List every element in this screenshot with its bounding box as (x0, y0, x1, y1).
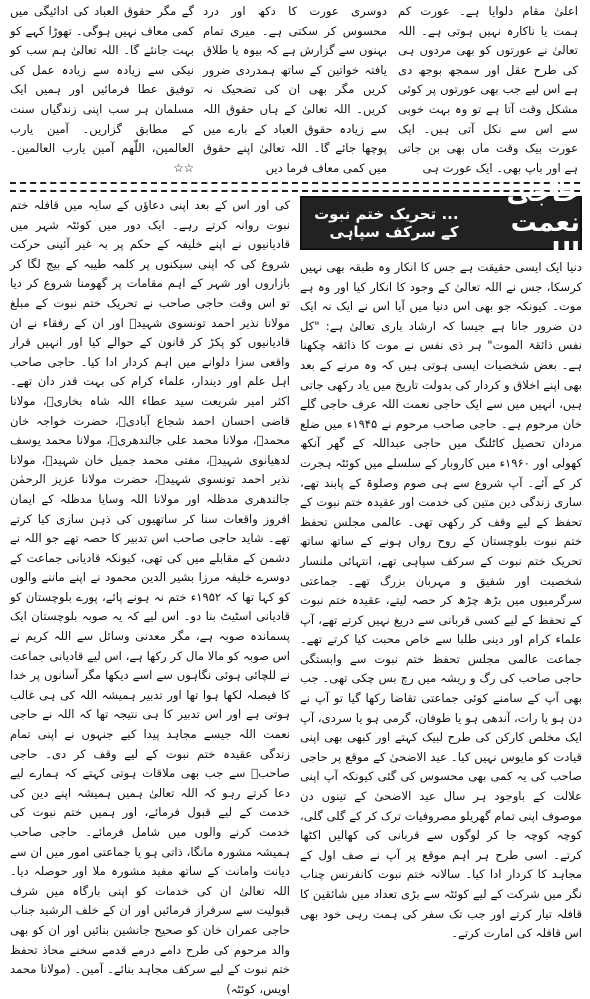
top-column-right: اعلیٰ مقام دلوایا ہے۔ عورت کم ہمت یا ناکارہ نہیں ہوتی ہے۔ اللہ تعالیٰ نے عورتوں کو بھی مردوں ہی کی طرح عقل اور سمجھ بوجھ دی ہے اس لیے جب بھی عورتوں پر کوئی مشکل وقت آتا ہے تو وہ بہت خوبی سے اس سے نکل آتی ہیں۔ ایک عورت بیک وقت ماں بھی بن جاتی ہے اور باپ بھی۔ ایک عورت ہی (398, 4, 578, 175)
article-title-subtitle: ... تحریک ختم نبوت کے سرکف سپاہی (314, 205, 459, 241)
article-column-left: کی اور اس کے بعد اپنی دعاؤں کے سایہ میں قافلہ ختم نبوت روانہ کرتے رہے۔ ایک دور میں کوئٹہ شہر میں قادیانیوں نے اپنے خلیفہ کے حکم پر بہ غیر آئینی حرکت شروع کی کہ اپنی سیکنوں پر کلمہ طیبہ کے بیج لگا کر بازاروں اور شہر کے اہم مقامات پر گھومنا شروع کر دیا تو اس وقت حاجی صاحب نے تحریک ختم نبوت کے مبلغ مولانا نذیر احمد تونسوی شہیدؒ اور ان کے رفقاء نے ان قادیانیوں کو پکڑ کر قانون کے حوالے کیا اور انہیں قرار واقعی سزا دلوانے میں اہم کردار ادا کیا۔ حاجی صاحب اہل علم اور دیندار، علماء کرام کی بہت قدر دان تھے۔ اکثر امیر شریعت سید عطاء اللہ شاہ بخاریؒ، مولانا قاضی احسان احمد شجاع آبادیؒ، حضرت خواجہ خان محمدؒ، مولانا محمد علی جالندھریؒ، مولانا محمد یوسف لدھیانوی شہیدؒ، مفتی محمد جمیل خان شہیدؒ، مولانا نذیر احمد تونسوی شہیدؒ، حضرت مولانا عزیز الرحمٰن جالندھری مدظلہ اور مولانا اللہ وسایا مدظلہ کے ایمان افروز واقعات سنا کر ساتھیوں کی ذہن سازی کیا کرتے تھے۔ شاید حاجی صاحب اس تدبیر کا حصہ تھے جو اللہ نے دشمن کے مقابلے میں کی تھی، کیونکہ قادیانی جماعت کے دوسرے خلیفہ مرزا بشیر الدین محمود نے اپنے ماننے والوں کو کہا تھا کہ ۱۹۵۲ء ختم نہ ہونے پائے، پورے بلوچستان کو قادیانی اسٹیٹ بنا دو۔ اس لیے کہ یہ صوبہ بلوچستان ایک پسماندہ صوبہ ہے، مگر معدنی وسائل سے اللہ کریم نے اس صوبہ کو مالا مال کر رکھا ہے، اس لیے قادیانی جماعت نے للچائی ہوئی نگاہوں سے اسے دیکھا مگر آسانوں پر خدا کا فیصلہ لکھا ہوا تھا اور تدبیر ہمیشہ اللہ کی ہی غالب ہوتی ہے اور اس تدبیر کا ہی نتیجہ تھا کہ اللہ نے حاجی نعمت اللہ جیسے مجاہد پیدا کیے جنہوں نے اپنی تمام زندگی عقیدہ ختم نبوت کے لیے وقف کر دی۔ حاجی صاحبؒ سے جب بھی ملاقات ہوتی کہتے کہ ہمارے لیے دعا کرتے رہو کہ اللہ تعالیٰ ہمیں ہمیشہ اپنے دین کی خدمت کے لیے قبول فرمائے، اور ہمیں ختم نبوت کی خدمت کرنے والوں میں شامل فرمائے۔ حاجی صاحب ہمیشہ مشورہ مانگا، ذاتی ہو یا جماعتی امور میں ان سے دیانت وامانت کے ساتھ مفید مشورہ ملا اور حوصلہ دیا۔ اللہ تعالیٰ ان کی خدمات کو اپنی بارگاہ میں شرف قبولیت سے سرفراز فرمائیں اور ان کے خلف الرشید جناب حاجی عمران خان کو صحیح جانشین بنائیں اور ان کو بھی والد مرحوم کی طرح دامے درمے قدمے سخنے محاذ تحفظ ختم نبوت کے لیے سرکف مجاہد بنائے۔ آمین۔ (مولانا محمد اویس، کوئٹہ) (10, 198, 290, 996)
article-title (300, 178, 582, 268)
article-title-name: حاجی نعمت اللہ (506, 178, 580, 268)
top-column-left: گے مگر حقوق العباد کی ادائیگی میں کمی معاف نہیں ہوگی۔ تھوڑا کہے کو بہت جانئے گا۔ اللہ تعالیٰ ہم سب کو نیکی سے زیادہ سے زیادہ عمل کی توفیق عطا فرمائیں اور ہمیں ایک مسلمان ہر سب اپنی زندگیاں سنت کے مطابق گزاریں۔ آمین یارب العالمین، اللّٰھم آمین یارب العالمین۔ ☆☆ (10, 4, 194, 175)
top-column-middle: دوسری عورت کا دکھ اور درد محسوس کر سکتی ہے۔ میری تمام بہنوں سے گزارش ہے کہ بیوہ یا طلاق یافتہ خواتین کے ساتھ ہمدردی ضرور کریں مگر بھی ان کی تضحیک نہ کریں۔ اللہ تعالیٰ کے ہاں حقوق اللہ سے زیادہ حقوق العباد کے بارے میں پوچھا جائے گا۔ اللہ تعالیٰ اپنے حقوق میں کمی معاف فرما دیں (203, 4, 387, 175)
article-column-right: دنیا ایک ایسی حقیقت ہے جس کا انکار وہ طبقہ بھی نہیں کرسکا، جس نے اللہ تعالیٰ کے وجود کا انکار کیا اور وہ ہے موت۔ کیونکہ جو بھی اس دنیا میں آیا اس نے ایک نہ ایک دن ضرور جانا ہے جیسا کہ ارشاد باری تعالیٰ ہے: "کل نفس ذائقۃ الموت" ہر ذی نفس نے موت کا ذائقہ چکھنا ہے۔ بعض شخصیات ایسی ہوتی ہیں کہ وہ مرنے کے بعد بھی اپنے اخلاق و کردار کی بدولت تاریخ میں یاد رکھی جاتی ہیں، انہیں میں سے ایک حاجی نعمت اللہ عرف حاجی گلے خان مرحوم ہے۔ حاجی صاحب مرحوم نے ۱۹۴۵ء میں ضلع مردان تحصیل کاٹلنگ میں حاجی عبداللہ کے گھر آنکھ کھولی اور ۱۹۶۰ء میں کاروبار کے سلسلے میں کوئٹہ ہجرت کر کے آئے۔ آپ شروع سے ہی صوم وصلوۃ کے پابند تھے، ساری زندگی دین متین کی خدمت اور عقیدہ ختم نبوت کے تحفظ کے لیے وقف کر رکھی تھی۔ عالمی مجلس تحفظ ختم نبوت بلوچستان کے روح رواں ہونے کے ساتھ ساتھ تحریک ختم نبوت کے سرکف سپاہی تھے، انتہائی ملنسار شخصیت اور شفیق و مہربان بزرگ تھے۔ جماعتی سرگرمیوں میں بڑھ چڑھ کر حصہ لیتے، عقیدہ ختم نبوت کے تحفظ کے لیے کسی قربانی سے دریغ نہیں کرتے تھے، آپ علماء کرام اور دینی طلبا سے خاص محبت کیا کرتے تھے۔ جماعت عالمی مجلس تحفظ ختم نبوت سے وابستگی حاجی صاحب کی رگ و ریشہ میں رچ بس چکی تھی۔ جب بھی آپ کے سامنے کوئی جماعتی تقاضا رکھا گیا تو آپ نے دن ہو یا رات، آندھی ہو یا طوفان، گرمی ہو یا سردی، آپ ایک مخلص کارکن کی طرح لبیک کہتے اور کبھی بھی اپنی قیادت کو مایوس نہیں کیا۔ عید الاضحیٰ کے موقع پر حاجی صاحب کی یہ کمی بھی محسوس کی گئی کیونکہ آپ اپنی علالت کے باوجود ہر سال عید الاضحیٰ کے تینوں دن موصوف اپنی تمام گھریلو مصروفیات ترک کر کے گلی گلی، کوچہ کوچہ جا کر لوگوں سے قربانی کی کھالیں اکٹھا کرتے۔ اسی طرح ہر اہم موقع پر آپ نے صف اول کے مجاہد کا کردار ادا کیا۔ سالانہ ختم نبوت کانفرنس چناب نگر میں شرکت کے لیے کوئٹہ سے بڑی تعداد میں شائقین کا قافلہ تیار کرتے اور جب تک سفر کی ہمت رہی خود بھی اس قافلہ کی امارت کرتے۔ (300, 260, 582, 941)
